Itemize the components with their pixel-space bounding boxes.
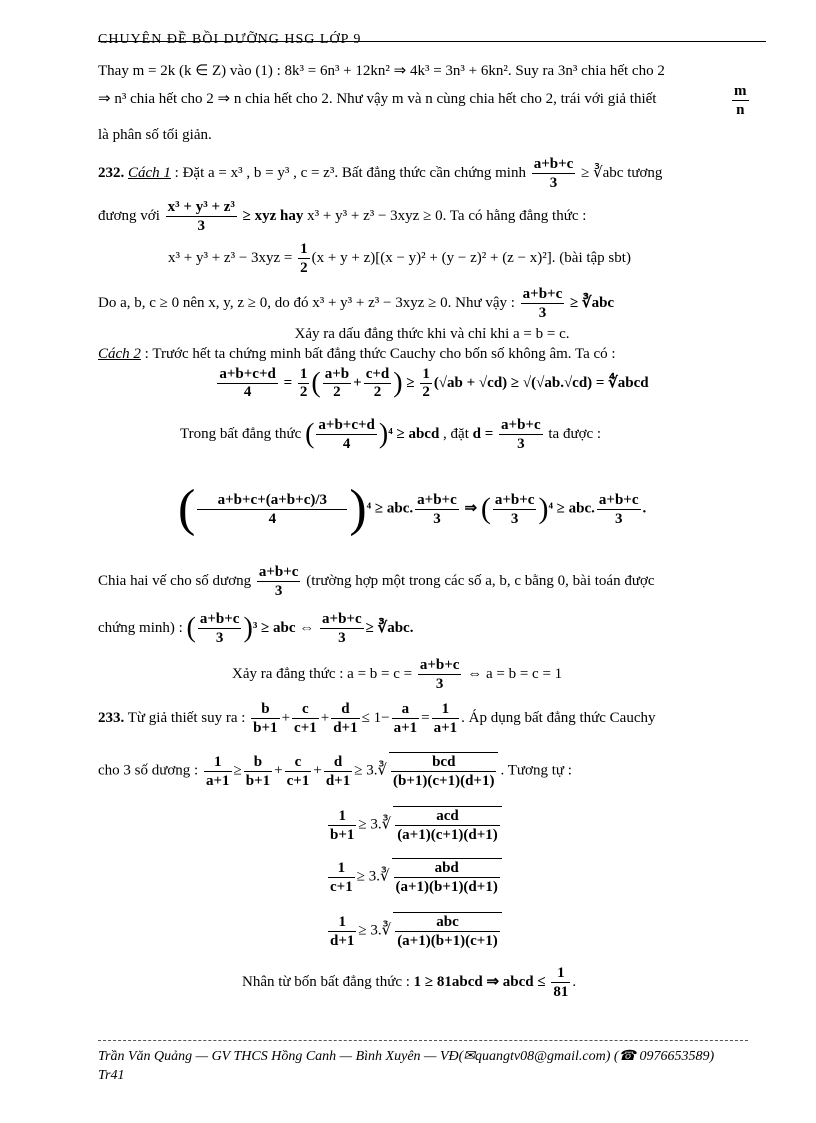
- fraction: $\frac{a+b+c}{3}$: [322, 611, 362, 646]
- text-line: là phân số tối giản.: [98, 127, 212, 143]
- fraction: $\frac{a+b+c}{3}$: [598, 491, 639, 527]
- fraction: $\frac{a+b+c}{3}$: [494, 491, 535, 527]
- text-line: [98, 83, 747, 118]
- fraction: $\frac{a+b+c}{3}$: [522, 286, 563, 321]
- equation-line: $\frac{1}{b+1}$ ≥ 3.∛ $\frac{\text{acd}}{(a+1)(c+1)(d+1)}$: [326, 806, 504, 844]
- text-line: Nhân từ bốn bất đẳng thức : 1 ≥ 81abcd ⇒ abcd ≤ $\frac{1}{81}$ .: [242, 965, 577, 1000]
- equation-line: Trong bất đẳng thức ( $\frac{a+b+c+d}{4}$ )⁴ ≥ abcd , đặt d = $\frac{a+b+c}{3}$ ta được :: [180, 417, 602, 452]
- fraction: $\frac{a+b+c+d}{4}$: [219, 366, 276, 400]
- fraction: $\frac{d}{d+1}$: [325, 753, 351, 789]
- fraction: $\frac{a+b+c}{3}$: [533, 156, 574, 191]
- fraction: $\frac{c+d}{2}$: [365, 366, 390, 400]
- radical: $\frac{\text{bcd}}{(b+1)(c+1)(d+1)}$: [389, 752, 498, 790]
- text-line: cho 3 số dương : $\frac{1}{a+1}$ ≥ $\frac{b}{b+1}$ + $\frac{c}{c+1}$ + $\frac{d}{d+1}$ ≥ 3.∛ $\frac{\text{bcd}}{(b+1)(c+1)(d+1)}$ . Tương tự :: [98, 753, 572, 789]
- problem-number: 233.: [98, 709, 125, 726]
- equation-line: $\frac{a+b+c+d}{4}$ = $\frac{1}{2}$ ( $\frac{a+b}{2}$ + $\frac{c+d}{2}$ ) ≥ $\frac{1}{2}$ (√ab + √cd) ≥ √(√ab.√cd) = ∜abcd: [219, 366, 649, 400]
- fraction: $\frac{a+b+c}{3}$: [417, 491, 457, 527]
- method-label: Cách 2: [98, 346, 141, 362]
- radical: $\frac{\text{abd}}{(a+1)(b+1)(d+1)}$: [392, 858, 502, 896]
- fraction: $\frac{b}{b+1}$: [245, 753, 271, 789]
- text-line: chứng minh) : ( $\frac{a+b+c}{3}$ )³ ≥ abc ⇔ $\frac{a+b+c}{3}$ ≥ ∛abc.: [98, 611, 414, 646]
- fraction: $\frac{1}{d+1}$: [330, 913, 355, 949]
- equation-line: x³ + y³ + z³ − 3xyz = $\frac{1}{2}$ (x + y + z)[(x − y)² + (y − z)² + (z − x)²]. (bài tập sbt): [168, 241, 631, 276]
- fraction: $\frac{a+b+c}{3}$: [258, 564, 299, 599]
- text-line: 233. Từ giả thiết suy ra : $\frac{b}{b+1}$ + $\frac{c}{c+1}$ + $\frac{d}{d+1}$ ≤ 1− $\frac{a}{a+1}$ = $\frac{1}{a+1}$ . Áp dụng bất đẳng thức Cauchy: [98, 701, 656, 736]
- page-header: CHUYÊN ĐỀ BỒI DƯỠNG HSG LỚP 9: [98, 32, 362, 47]
- fraction: $\frac{c}{c+1}$: [286, 753, 310, 789]
- equation-line: $\frac{1}{c+1}$ ≥ 3.∛ $\frac{\text{abd}}{(a+1)(b+1)(d+1)}$: [326, 858, 504, 896]
- radical: $\frac{\text{acd}}{(a+1)(c+1)(d+1)}$: [393, 806, 502, 844]
- equation-line: ( $\frac{a+b+c+(a+b+c)/3}{4}$ )⁴ ≥ abc. $\frac{a+b+c}{3}$ ⇒ ( $\frac{a+b+c}{3}$ )⁴ ≥ abc. $\frac{a+b+c}{3}$ .: [178, 480, 647, 537]
- fraction: $\frac{a+b+c}{3}$: [419, 657, 460, 692]
- fraction: $\frac{1}{c+1}$: [330, 859, 353, 895]
- page-footer: Trần Văn Quảng — GV THCS Hồng Canh — Bình Xuyên — VĐ(✉quangtv08@gmail.com) (☎ 0976653589): [98, 1049, 715, 1064]
- fraction: $\frac{d}{d+1}$: [333, 701, 358, 736]
- fraction: $\frac{1}{2}$: [300, 241, 308, 276]
- text-line: Xảy ra đẳng thức : a = b = c = $\frac{a+b+c}{3}$ ⇔ a = b = c = 1: [232, 657, 563, 692]
- fraction: $\frac{1}{81}$: [553, 965, 569, 1000]
- radical: $\frac{\text{abc}}{(a+1)(b+1)(c+1)}$: [393, 912, 502, 950]
- text-line: đương với $\frac{\text{x³ + y³ + z³}}{3}$ ≥ xyz hay x³ + y³ + z³ − 3xyz ≥ 0. Ta có hằng đẳng thức :: [98, 199, 587, 234]
- footer-rule: [98, 1040, 748, 1041]
- fraction: $\frac{c}{c+1}$: [294, 701, 317, 736]
- fraction: $\frac{a+b+c+d}{4}$: [318, 417, 375, 452]
- text-line: 232. Cách 1 : Đặt a = x³ , b = y³ , c = z³. Bất đẳng thức cần chứng minh $\frac{a+b+c}{3}$ ≥ ∛abc tương: [98, 156, 663, 191]
- fraction: $\frac{1}{a+1}$: [433, 701, 458, 736]
- fraction: $\frac{a+b+c}{3}$: [501, 417, 541, 452]
- fraction: $\frac{a}{a+1}$: [393, 701, 418, 736]
- fraction: $\frac{a+b}{2}$: [324, 366, 350, 400]
- fraction: $\frac{a+b+c+(a+b+c)/3}{4}$: [197, 491, 347, 528]
- text-fragment: ⇒ n³ chia hết cho 2 ⇒ n chia hết cho 2. Như vậy m và n cùng chia hết cho 2, trái với giả thiết: [98, 91, 657, 107]
- fraction: $\frac{1}{2}$: [299, 366, 308, 400]
- fraction: $\frac{m}{n}$: [734, 83, 747, 118]
- fraction: $\frac{1}{2}$: [422, 366, 430, 400]
- text-line: Cách 2 : Trước hết ta chứng minh bất đẳng thức Cauchy cho bốn số không âm. Ta có :: [98, 346, 616, 362]
- fraction: $\frac{1}{a+1}$: [205, 753, 230, 789]
- fraction: $\frac{a+b+c}{3}$: [199, 611, 240, 646]
- fraction: $\frac{b}{b+1}$: [253, 701, 278, 736]
- problem-number: 232.: [98, 164, 125, 181]
- equation-line: $\frac{1}{d+1}$ ≥ 3.∛ $\frac{\text{abc}}{(a+1)(b+1)(c+1)}$: [326, 912, 504, 950]
- text-line: Thay m = 2k (k ∈ Z) vào (1) : 8k³ = 6n³ + 12kn² ⇒ 4k³ = 3n³ + 6kn². Suy ra 3n³ chia hết cho 2: [98, 63, 665, 79]
- text-line: Chia hai vế cho số dương $\frac{a+b+c}{3}$ (trường hợp một trong các số a, b, c bằng 0, bài toán được: [98, 564, 655, 599]
- text-line: Xảy ra dấu đẳng thức khi và chỉ khi a = b = c.: [294, 326, 570, 342]
- method-label: Cách 1: [128, 164, 171, 181]
- fraction: $\frac{1}{b+1}$: [330, 807, 355, 843]
- fraction: $\frac{\text{x³ + y³ + z³}}{3}$: [167, 199, 235, 234]
- text-line: Do a, b, c ≥ 0 nên x, y, z ≥ 0, do đó x³ + y³ + z³ − 3xyz ≥ 0. Như vậy : $\frac{a+b+c}{3}$ ≥ ∛abc: [98, 286, 615, 321]
- page-number: Tr41: [98, 1068, 125, 1083]
- header-rule: [98, 41, 766, 42]
